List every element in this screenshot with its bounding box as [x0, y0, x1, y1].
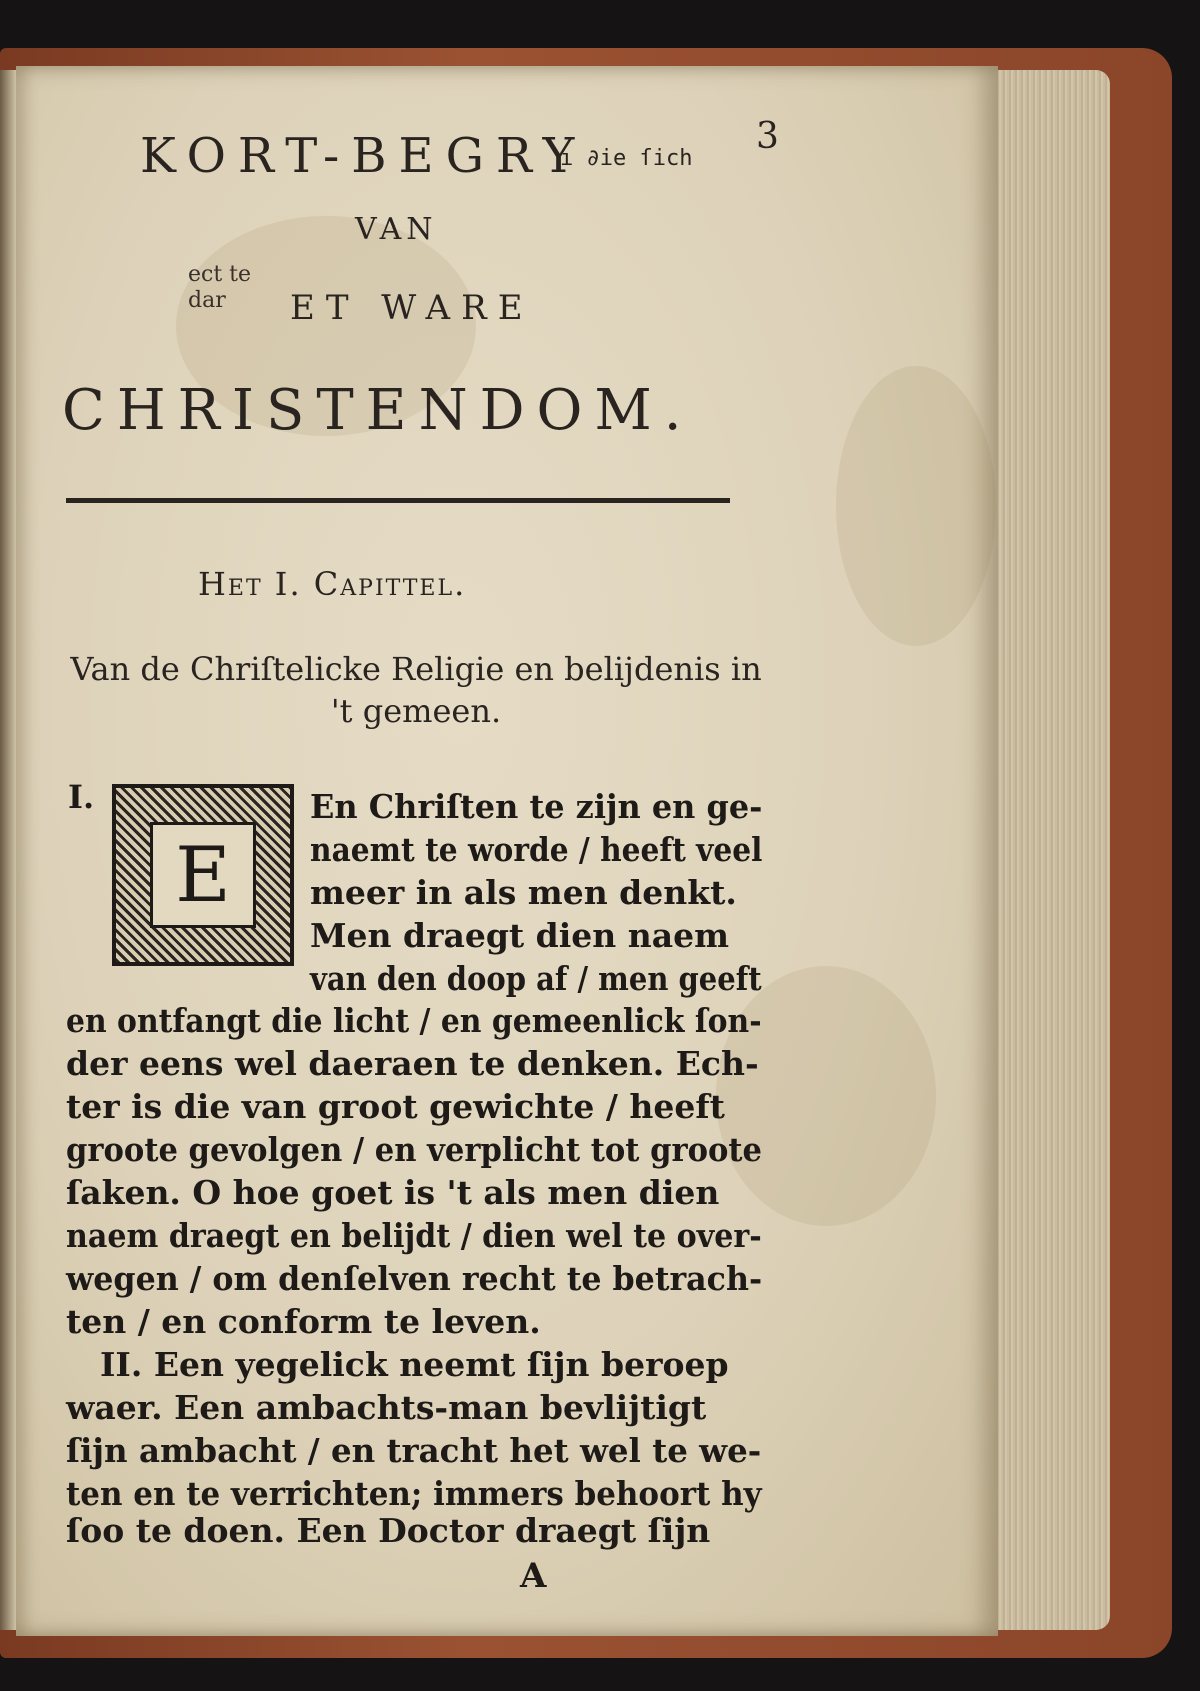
- text-line: En Chriſten te zijn en ge-: [310, 787, 763, 826]
- title-bleed-through: ı ∂ie ſich: [560, 146, 693, 171]
- section-number-one: I.: [68, 778, 95, 816]
- text-line: naem draegt en belijdt / dien wel te over-: [66, 1216, 762, 1255]
- text-line: ter is die van groot gewichte / heeft: [66, 1087, 725, 1126]
- text-line: ten en te verrichten; immers behoort hy: [66, 1474, 762, 1513]
- paper-stain: [836, 366, 996, 646]
- text-line: ten / en conform te leven.: [66, 1302, 541, 1341]
- text-line: waer. Een ambachts-man bevlijtigt: [66, 1388, 707, 1427]
- signature-mark: A: [520, 1556, 547, 1596]
- text-line: groote gevolgen / en verplicht tot groote: [66, 1130, 763, 1169]
- text-line: der eens wel daeraen te denken. Ech-: [66, 1044, 759, 1083]
- text-line: en ontfangt die licht / en gemeenlick ſon-: [66, 1001, 762, 1040]
- text-line: naemt te worde / heeft veel: [310, 830, 763, 869]
- facing-page-edge: [0, 70, 16, 1630]
- page-edges: [990, 70, 1110, 1630]
- title-divider-rule: [66, 498, 730, 503]
- drop-cap-letter: E: [175, 830, 231, 919]
- decorated-initial: [112, 784, 294, 966]
- text-line: van den doop af / men geeft: [310, 959, 762, 998]
- text-line: wegen / om denſelven recht te betrach-: [66, 1259, 763, 1298]
- text-line: II. Een yegelick neemt ſijn beroep: [100, 1345, 729, 1384]
- chapter-heading: Het I. Capittel.: [198, 565, 467, 603]
- title-line-christendom: CHRISTENDOM.: [62, 378, 694, 443]
- text-line: ſaken. O hoe goet is 't als men dien: [66, 1173, 720, 1212]
- text-line: ſoo te doen. Een Doctor draegt ſijn: [66, 1511, 711, 1550]
- chapter-subtitle: Van de Chriſtelicke Religie en belijdenis in 't gemeen.: [70, 650, 762, 730]
- title-line-het-ware: ET WARE: [290, 288, 534, 328]
- text-line: meer in als men denkt.: [310, 873, 737, 912]
- title-bleed-through-left: ect te dar: [188, 262, 252, 313]
- title-line-van: VAN: [355, 212, 438, 247]
- page-number: 3: [756, 116, 779, 157]
- title-line-kort-begryp: KORT-BEGRY: [140, 128, 587, 184]
- text-line: Men draegt dien naem: [310, 916, 730, 955]
- text-line: ſijn ambacht / en tracht het wel te we-: [66, 1431, 762, 1470]
- initial-frame: [150, 822, 256, 928]
